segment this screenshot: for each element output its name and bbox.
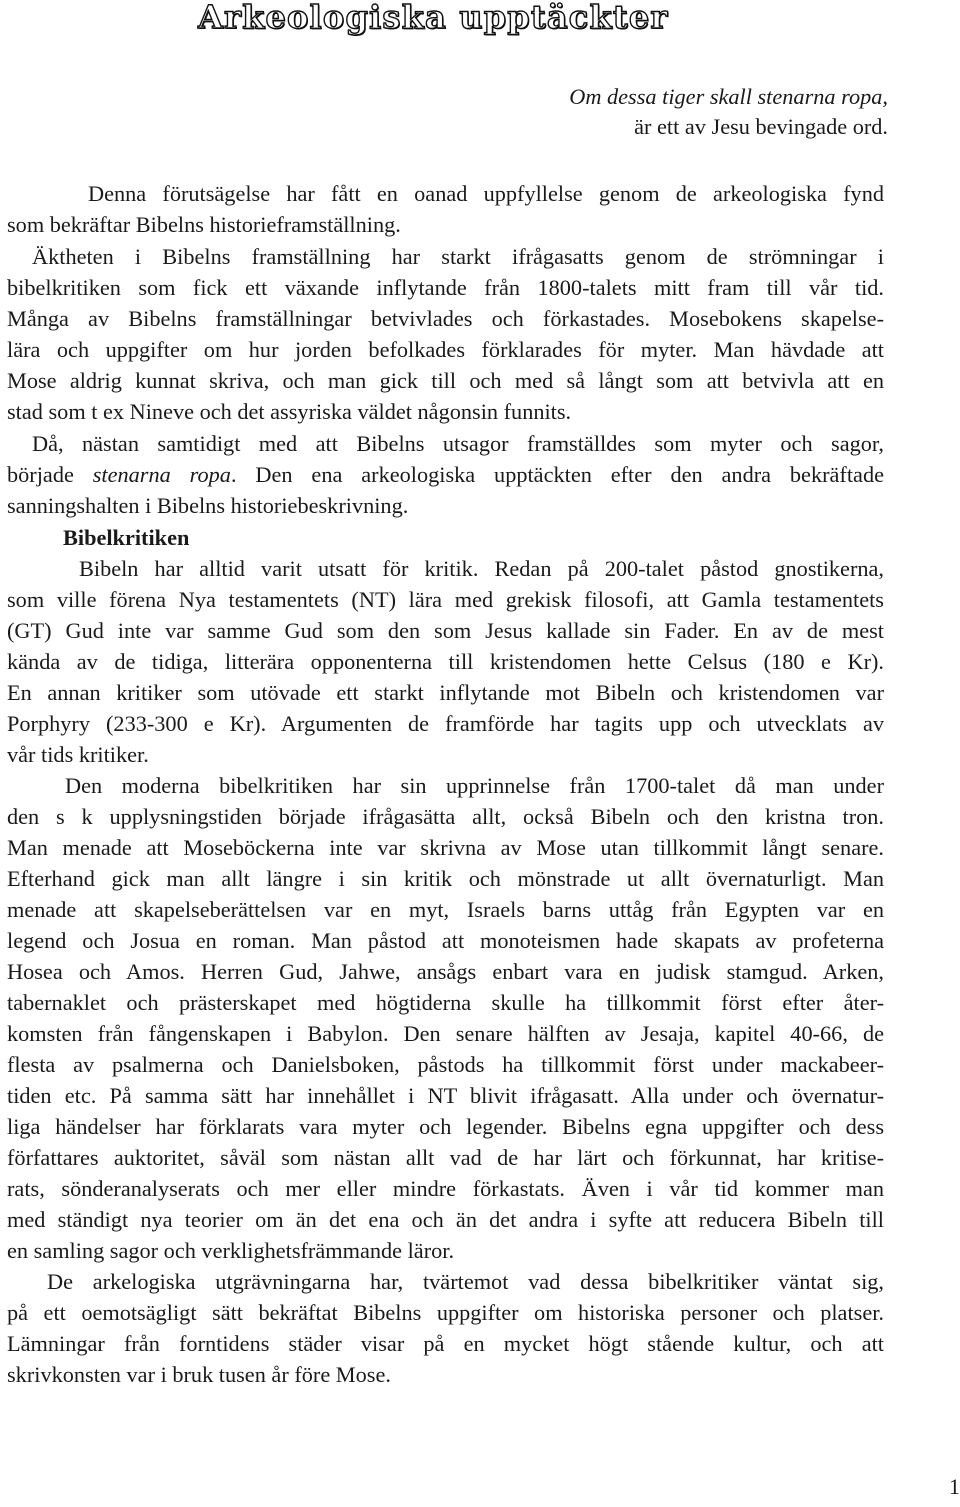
paragraph-line: Hosea och Amos. Herren Gud, Jahwe, ansågs enbart vara en judisk stamgud. Arken, (7, 959, 884, 984)
paragraph-line: sanningshalten i Bibelns historiebeskrivning. (7, 493, 409, 518)
paragraph-line (7, 461, 884, 489)
paragraph-line: Porphyry (233-300 e Kr). Argumenten de framförde har tagits upp och utvecklats av (7, 711, 884, 736)
paragraph-line: en samling sagor och verklighetsfrämmande läror. (7, 1238, 455, 1263)
paragraph-line: tabernaklet och prästerskapet med högtiderna skulle ha tillkommit först efter åter- (7, 990, 884, 1015)
page-title: Arkeologiska upptäckter (198, 0, 669, 36)
paragraph-line: legend och Josua en roman. Man påstod att monoteismen hade skapats av profeterna (7, 928, 884, 953)
paragraph-line: (GT) Gud inte var samme Gud som den som Jesus kallade sin Fader. En av de mest (7, 618, 884, 643)
paragraph-line: skrivkonsten var i bruk tusen år före Mose. (7, 1362, 391, 1387)
emphasis-text: stenarna ropa (92, 462, 231, 487)
paragraph-line: Då, nästan samtidigt med att Bibelns utsagor framställdes som myter och sagor, (32, 431, 884, 456)
intro-line: som bekräftar Bibelns historieframställning. (7, 212, 401, 237)
paragraph-line: lära och uppgifter om hur jorden befolkades förklarades för myter. Man hävdade att (7, 337, 884, 362)
paragraph-line: komsten från fångenskapen i Babylon. Den senare hälften av Jesaja, kapitel 40-66, de (7, 1021, 884, 1046)
text-span: . Den ena arkeologiska upptäckten efter den andra bekräftade (230, 462, 884, 487)
epigraph-line-2: är ett av Jesu bevingade ord. (634, 114, 888, 139)
section-heading: Bibelkritiken (63, 525, 190, 550)
paragraph-line: Den moderna bibelkritiken har sin upprinnelse från 1700-talet då man under (65, 773, 884, 798)
paragraph-line: vår tids kritiker. (7, 742, 149, 767)
epigraph-line-1: Om dessa tiger skall stenarna ropa, (569, 84, 888, 109)
paragraph-line: som ville förena Nya testamentets (NT) lära med grekisk filosofi, att Gamla testamentets (7, 587, 884, 612)
paragraph-line: flesta av psalmerna och Danielsboken, påstods ha tillkommit först under mackabeer- (7, 1052, 884, 1077)
paragraph-line: författares auktoritet, såväl som nästan allt vad de har lärt och förkunnat, har kritise- (7, 1145, 884, 1170)
paragraph-line: bibelkritiken som fick ett växande inflytande från 1800-talets mitt fram till vår tid. (7, 275, 884, 300)
paragraph-line: Bibeln har alltid varit utsatt för kritik. Redan på 200-talet påstod gnostikerna, (79, 556, 884, 581)
paragraph-line: rats, sönderanalyserats och mer eller mindre förkastats. Även i vår tid kommer man (7, 1176, 884, 1201)
text-span: började (7, 462, 93, 487)
paragraph-line: kända av de tidiga, litterära opponenterna till kristendomen hette Celsus (180 e Kr). (7, 649, 884, 674)
paragraph-line: menade att skapelseberättelsen var en myt, Israels barns uttåg från Egypten var en (7, 897, 884, 922)
paragraph-line: den s k upplysningstiden började ifrågasätta allt, också Bibeln och den kristna tron. (7, 804, 884, 829)
paragraph-line: Lämningar från forntidens städer visar på en mycket högt stående kultur, och att (7, 1331, 884, 1356)
intro-line: Denna förutsägelse har fått en oanad uppfyllelse genom de arkeologiska fynd (88, 181, 884, 206)
paragraph-line: Äktheten i Bibelns framställning har starkt ifrågasatts genom de strömningar i (32, 244, 884, 269)
paragraph-line: Man menade att Moseböckerna inte var skrivna av Mose utan tillkommit långt senare. (7, 835, 884, 860)
page-number: 1 (949, 1474, 960, 1499)
paragraph-line: Mose aldrig kunnat skriva, och man gick till och med så långt som att betvivla att en (7, 368, 884, 393)
paragraph-line: på ett oemotsägligt sätt bekräftat Bibelns uppgifter om historiska personer och platser. (7, 1300, 884, 1325)
paragraph-line: med ständigt nya teorier om än det ena och än det andra i syfte att reducera Bibeln till (7, 1207, 884, 1232)
paragraph-line: Efterhand gick man allt längre i sin kritik och mönstrade ut allt övernaturligt. Man (7, 866, 884, 891)
paragraph-line: En annan kritiker som utövade ett starkt inflytande mot Bibeln och kristendomen var (7, 680, 884, 705)
paragraph-line: liga händelser har förklarats vara myter och legender. Bibelns egna uppgifter och dess (7, 1114, 884, 1139)
paragraph-line: Många av Bibelns framställningar betvivlades och förkastades. Mosebokens skapelse- (7, 306, 884, 331)
paragraph-line: tiden etc. På samma sätt har innehållet i NT blivit ifrågasatt. Alla under och övernatur- (7, 1083, 884, 1108)
paragraph-line: De arkelogiska utgrävningarna har, tvärtemot vad dessa bibelkritiker väntat sig, (47, 1269, 884, 1294)
paragraph-line: stad som t ex Nineve och det assyriska väldet någonsin funnits. (7, 399, 572, 424)
